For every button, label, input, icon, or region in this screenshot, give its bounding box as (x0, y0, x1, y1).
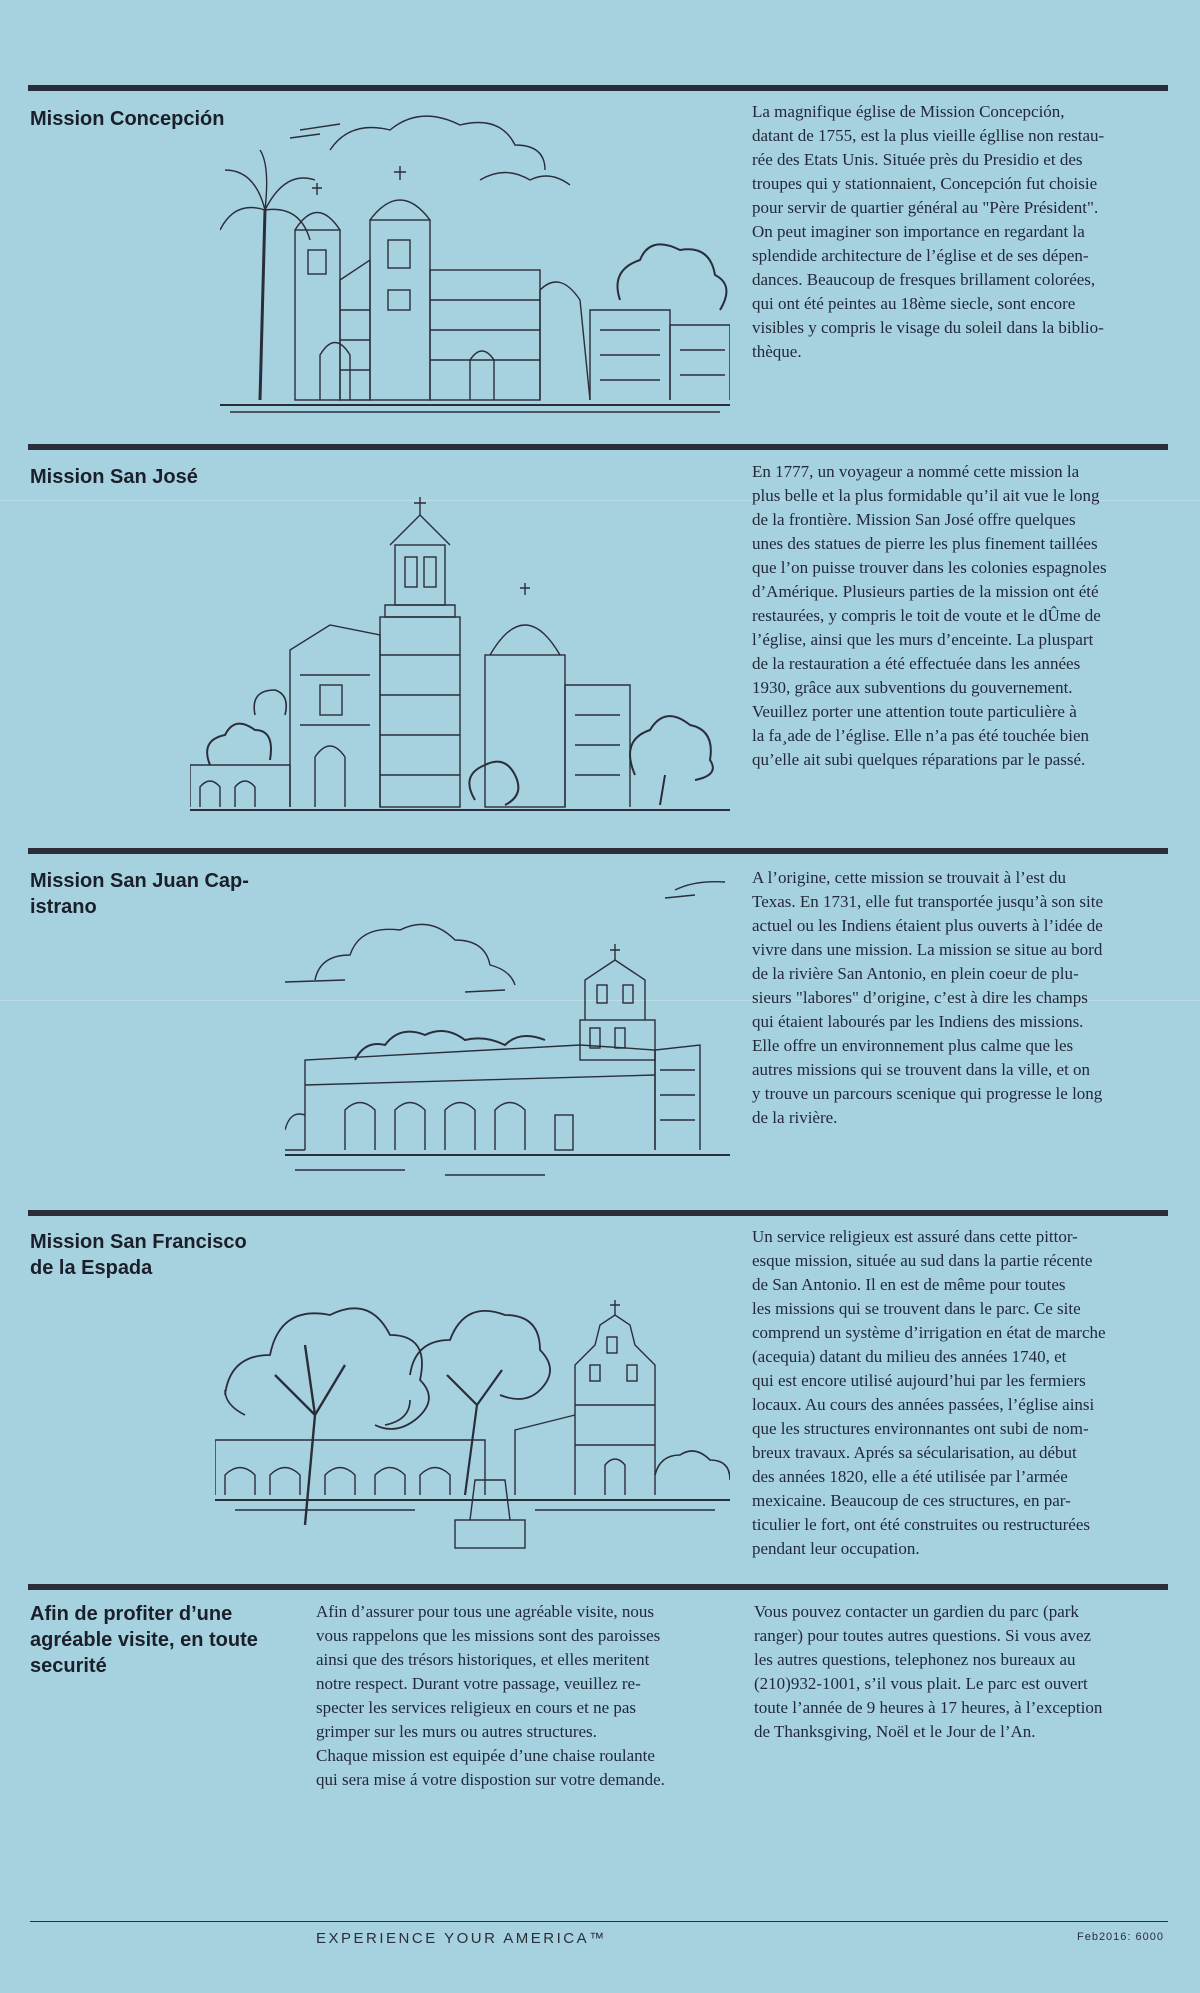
text-line: On peut imaginer son importance en regardant la (752, 222, 1085, 241)
text-line: sieurs "labores" d’origine, c’est à dire les champs (752, 988, 1088, 1007)
text-line: Veuillez porter une attention toute particulière à (752, 702, 1077, 721)
text-line: qu’elle ait subi quelques réparations par le passé. (752, 750, 1086, 769)
text-line: autres missions qui se trouvent dans la ville, et on (752, 1060, 1091, 1079)
mission-espada-illustration (215, 1265, 730, 1560)
text-line: Elle offre un environnement plus calme que les (752, 1036, 1074, 1055)
section-rule (28, 444, 1168, 450)
text-line: ticulier le fort, ont été construites ou restructurées (752, 1515, 1090, 1534)
text-line: specter les services religieux en cours et ne pas (316, 1698, 637, 1717)
text-line: la fa¸ade de l’église. Elle n’a pas été touchée bien (752, 726, 1089, 745)
text-line: thèque. (752, 342, 802, 361)
text-line: de San Antonio. Il en est de même pour toutes (752, 1275, 1066, 1294)
text-line: La magnifique église de Mission Concepción, (752, 102, 1065, 121)
text-line: qui est encore utilisé aujourd’hui par les fermiers (752, 1371, 1086, 1390)
text-line: ainsi que des trésors historiques, et elles meritent (316, 1650, 650, 1669)
text-line: qui étaient labourés par les Indiens des missions. (752, 1012, 1084, 1031)
text-line: unes des statues de pierre les plus finement taillées (752, 534, 1098, 553)
text-line: A l’origine, cette mission se trouvait à l’est du (752, 868, 1066, 887)
text-line: (210)932-1001, s’il vous plait. Le parc est ouvert (754, 1674, 1088, 1693)
footer-print-code: Feb2016: 6000 (1076, 1931, 1164, 1943)
section-rule (28, 1210, 1168, 1216)
text-line: de la rivière. (752, 1108, 838, 1127)
section-title-san-juan (30, 868, 290, 920)
mission-san-jose-illustration (190, 485, 730, 820)
title-line: securité (30, 1655, 107, 1677)
text-line: comprend un système d’irrigation en état de marche (752, 1323, 1106, 1342)
title-line: Mission San Juan Cap- (30, 870, 249, 892)
title-line: agréable visite, en toute (30, 1629, 258, 1651)
text-line: dances. Beaucoup de fresques brillament colorées, (752, 270, 1096, 289)
footer-slogan: EXPERIENCE YOUR AMERICA™ (316, 1930, 607, 1947)
text-line: notre respect. Durant votre passage, veuillez re- (316, 1674, 641, 1693)
text-line: les missions qui se trouvent dans le parc. Ce site (752, 1299, 1081, 1318)
text-line: y trouve un parcours scenique qui progresse le long (752, 1084, 1103, 1103)
text-line: que les structures environnantes ont subi de nom- (752, 1419, 1089, 1438)
title-line: de la Espada (30, 1257, 153, 1279)
text-line: de la restauration a été effectuée dans les années (752, 654, 1081, 673)
text-line: l’église, ainsi que les murs d’enceinte. La pluspart (752, 630, 1094, 649)
text-line: pour servir de quartier général au "Père Président". (752, 198, 1099, 217)
text-line: de la frontière. Mission San José offre quelques (752, 510, 1076, 529)
text-line: pendant leur occupation. (752, 1539, 920, 1558)
section-rule (28, 848, 1168, 854)
text-line: d’Amérique. Plusieurs parties de la mission ont été (752, 582, 1099, 601)
text-line: visibles y compris le visage du soleil dans la biblio- (752, 318, 1104, 337)
text-line: toute l’année de 9 heures à 17 heures, à l’exception (754, 1698, 1103, 1717)
text-line: des années 1820, elle a été utilisée par l’armée (752, 1467, 1068, 1486)
text-line: esque mission, située au sud dans la partie récente (752, 1251, 1093, 1270)
text-line: grimper sur les murs ou autres structures. (316, 1722, 597, 1741)
text-line: Vous pouvez contacter un gardien du parc (park (754, 1602, 1079, 1621)
text-line: breux travaux. Aprés sa sécularisation, au début (752, 1443, 1077, 1462)
text-line: troupes qui y stationnaient, Concepción fut choisie (752, 174, 1098, 193)
text-line: splendide architecture de l’église et de ses dépen- (752, 246, 1089, 265)
text-line: rée des Etats Unis. Située près du Presidio et des (752, 150, 1083, 169)
text-line: mexicaine. Beaucoup de ces structures, en par- (752, 1491, 1071, 1510)
safety-middle-text (316, 1600, 741, 1792)
section-body-san-juan (752, 866, 1172, 1130)
section-title-concepcion: Mission Concepción (30, 108, 225, 130)
text-line: qui ont été peintes au 18ème siecle, sont encore (752, 294, 1076, 313)
text-line: locaux. Au cours des années passées, l’église ainsi (752, 1395, 1095, 1414)
section-title-san-jose: Mission San José (30, 466, 198, 488)
section-body-san-jose (752, 460, 1172, 772)
text-line: 1930, grâce aux subventions du gouvernement. (752, 678, 1073, 697)
text-line: qui sera mise á votre dispostion sur votre demande. (316, 1770, 665, 1789)
text-line: Afin d’assurer pour tous une agréable visite, nous (316, 1602, 655, 1621)
text-line: En 1777, un voyageur a nommé cette mission la (752, 462, 1080, 481)
title-line: istrano (30, 896, 97, 918)
section-rule (28, 1584, 1168, 1590)
text-line: restaurées, y compris le toit de voute et le dÛme de (752, 606, 1101, 625)
text-line: Un service religieux est assuré dans cette pittor- (752, 1227, 1078, 1246)
mission-san-juan-illustration (285, 870, 730, 1185)
text-line: de la rivière San Antonio, en plein coeur de plu- (752, 964, 1079, 983)
text-line: (acequia) datant du milieu des années 1740, et (752, 1347, 1067, 1366)
section-rule (28, 85, 1168, 91)
safety-right-text (754, 1600, 1174, 1744)
text-line: datant de 1755, est la plus vieille égllise non restau- (752, 126, 1105, 145)
text-line: que l’on puisse trouver dans les colonies espagnoles (752, 558, 1107, 577)
title-line: Mission San Francisco (30, 1231, 247, 1253)
text-line: Chaque mission est equipée d’une chaise roulante (316, 1746, 655, 1765)
text-line: les autres questions, telephonez nos bureaux au (754, 1650, 1076, 1669)
mission-concepcion-illustration (220, 110, 730, 420)
text-line: plus belle et la plus formidable qu’il ait vue le long (752, 486, 1100, 505)
text-line: vivre dans une mission. La mission se situe au bord (752, 940, 1103, 959)
text-line: vous rappelons que les missions sont des paroisses (316, 1626, 661, 1645)
text-line: ranger) pour toutes autres questions. Si vous avez (754, 1626, 1092, 1645)
section-body-concepcion (752, 100, 1172, 364)
safety-title (30, 1601, 310, 1679)
text-line: actuel ou les Indiens étaient plus ouverts à l’idée de (752, 916, 1103, 935)
text-line: Texas. En 1731, elle fut transportée jusqu’à son site (752, 892, 1103, 911)
title-line: Afin de profiter d’une (30, 1603, 233, 1625)
footer-rule (30, 1921, 1168, 1922)
section-body-espada (752, 1225, 1172, 1561)
text-line: de Thanksgiving, Noël et le Jour de l’An. (754, 1722, 1036, 1741)
